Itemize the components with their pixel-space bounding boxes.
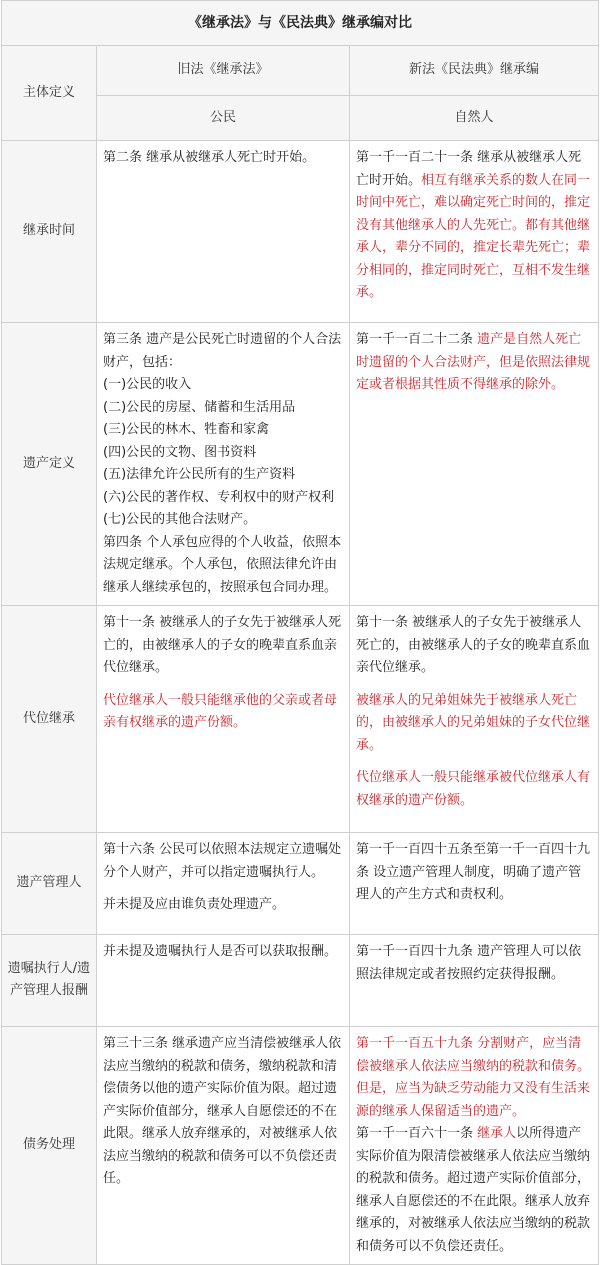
- new-law-highlight: 被继承人的兄弟姐妹先于被继承人死亡的，由被继承人的兄弟姐妹的子女代位继承。: [356, 692, 591, 753]
- new-law-cell: [350, 606, 599, 833]
- row-label-debt-handling: 债务处理: [2, 1027, 97, 1265]
- comparison-table: [1, 0, 599, 1265]
- new-law-highlight: 代位继承人一般只能继承被代位继承人有权继承的遗产份额。: [356, 770, 591, 808]
- table-title: 《继承法》与《民法典》继承编对比: [2, 1, 599, 46]
- new-law-text: 第一千一百四十五条至第一千一百四十九条 设立遗产管理人制度，明确了遗产管理人的产生方式和责权利。: [356, 842, 591, 902]
- table-row: [2, 323, 599, 606]
- old-law-cell: [97, 606, 350, 833]
- list-item: (三)公民的林木、牲畜和家禽: [103, 422, 270, 437]
- old-law-text: 第十六条 公民可以依照本法规定立遗嘱处分个人财产，并可以指定遗嘱执行人。: [103, 842, 342, 880]
- old-law-highlight: 代位继承人一般只能继承他的父亲或者母亲有权继承的遗产份额。: [103, 692, 338, 730]
- new-law-cell: [350, 935, 599, 1027]
- row-label-estate-definition: 遗产定义: [2, 323, 97, 606]
- old-law-text: 第二条 继承从被继承人死亡时开始。: [103, 150, 316, 165]
- old-law-cell: [97, 935, 350, 1027]
- new-law-highlight: 继承人: [477, 1126, 517, 1141]
- row-label-remuneration: 遗嘱执行人/遗产管理人报酬: [2, 935, 97, 1027]
- old-law-text: 并未提及应由谁负责处理遗产。: [103, 897, 286, 912]
- new-subject-cell: 自然人: [350, 96, 599, 141]
- list-item: (七)公民的其他合法财产。: [103, 512, 257, 527]
- new-law-highlight: 第一千一百五十九条 分割财产，应当清偿被继承人依法应当缴纳的税款和债务。但是，应当为缺乏劳动能力又没有生活来源的继承人保留适当的遗产。: [356, 1036, 591, 1119]
- new-law-text: 第一千一百二十二条 遗产是自然人死亡时遗留的个人合法财产，但是依照法律规定或者根据其性质不得继承的除外。: [356, 332, 591, 392]
- list-item: (五)法律允许公民所有的生产资料: [103, 467, 296, 482]
- old-law-cell: [97, 1027, 350, 1265]
- old-law-text: 第三十三条 继承遗产应当清偿被继承人依法应当缴纳的税款和债务，缴纳税款和清偿债务以他的遗产实际价值为限。超过遗产实际价值部分，继承人自愿偿还的不在此限。继承人放弃继承的，对被继承人依法应当缴纳的税款和债务可以不负偿还责任。: [103, 1036, 342, 1186]
- new-law-highlight: 遗产是自然人死亡时遗留的个人合法财产，但是依照法律规定或者根据其性质不得继承的除外。: [356, 332, 591, 392]
- row-label-estate-administrator: 遗产管理人: [2, 833, 97, 935]
- new-law-text: 第一千一百二十一条 继承从被继承人死亡时开始。相互有继承关系的数人在同一时间中死亡，难以确定死亡时间的，推定没有其他继承人的人先死亡。都有其他继承人，辈分不同的，推定长辈先死亡；辈分相同的，推定同时死亡，互相不发生继承。: [356, 150, 591, 300]
- old-law-text: 并未提及遗嘱执行人是否可以获取报酬。: [103, 944, 338, 959]
- table-row: [2, 606, 599, 833]
- old-law-header: 旧法《继承法》: [97, 46, 350, 96]
- table-row: [2, 935, 599, 1027]
- old-law-cell: [97, 323, 350, 606]
- new-law-text: 第十一条 被继承人的子女先于被继承人死亡的，由被继承人的子女的晚辈直系血亲代位继承。: [356, 615, 591, 675]
- list-item: (二)公民的房屋、储蓄和生活用品: [103, 399, 296, 415]
- old-law-text: 第三条 遗产是公民死亡时遗留的个人合法财产，包括：: [103, 332, 342, 370]
- row-label-subrogation: 代位继承: [2, 606, 97, 833]
- new-law-cell: [350, 323, 599, 606]
- table-row: [2, 1027, 599, 1265]
- list-item: (一)公民的收入: [103, 377, 192, 392]
- new-law-text: 第一千一百六十一条 继承人以所得遗产实际价值为限清偿被继承人依法应当缴纳的税款和债务。超过遗产实际价值部分，继承人自愿偿还的不在此限。继承人放弃继承的，对被继承人依法应当缴纳的税款和债务可以不负偿还责任。: [356, 1126, 591, 1254]
- row-label-inheritance-time: 继承时间: [2, 141, 97, 323]
- new-law-text: 第一千一百四十九条 遗产管理人可以依照法律规定或者按照约定获得报酬。: [356, 944, 582, 982]
- list-item: (六)公民的著作权、专利权中的财产权利: [103, 489, 335, 505]
- new-law-highlight: 相互有继承关系的数人在同一时间中死亡，难以确定死亡时间的，推定没有其他继承人的人先死亡。都有其他继承人，辈分不同的，推定长辈先死亡；辈分相同的，推定同时死亡，互相不发生继承。: [356, 172, 591, 300]
- table-row: [2, 833, 599, 935]
- new-law-header: 新法《民法典》继承编: [350, 46, 599, 96]
- new-law-cell: [350, 1027, 599, 1265]
- list-item: (四)公民的文物、图书资料: [103, 444, 257, 460]
- old-law-cell: [97, 833, 350, 935]
- old-law-cell: [97, 141, 350, 323]
- new-law-cell: [350, 833, 599, 935]
- new-law-cell: [350, 141, 599, 323]
- old-law-text: 第四条 个人承包应得的个人收益，依照本法规定继承。个人承包，依照法律允许由继承人继续承包的，按照承包合同办理。: [103, 534, 342, 595]
- table-row: [2, 141, 599, 323]
- old-law-text: 第十一条 被继承人的子女先于被继承人死亡的，由被继承人的子女的晚辈直系血亲代位继承。: [103, 615, 342, 675]
- subject-definition-label: 主体定义: [2, 46, 97, 141]
- old-subject-cell: 公民: [97, 96, 350, 141]
